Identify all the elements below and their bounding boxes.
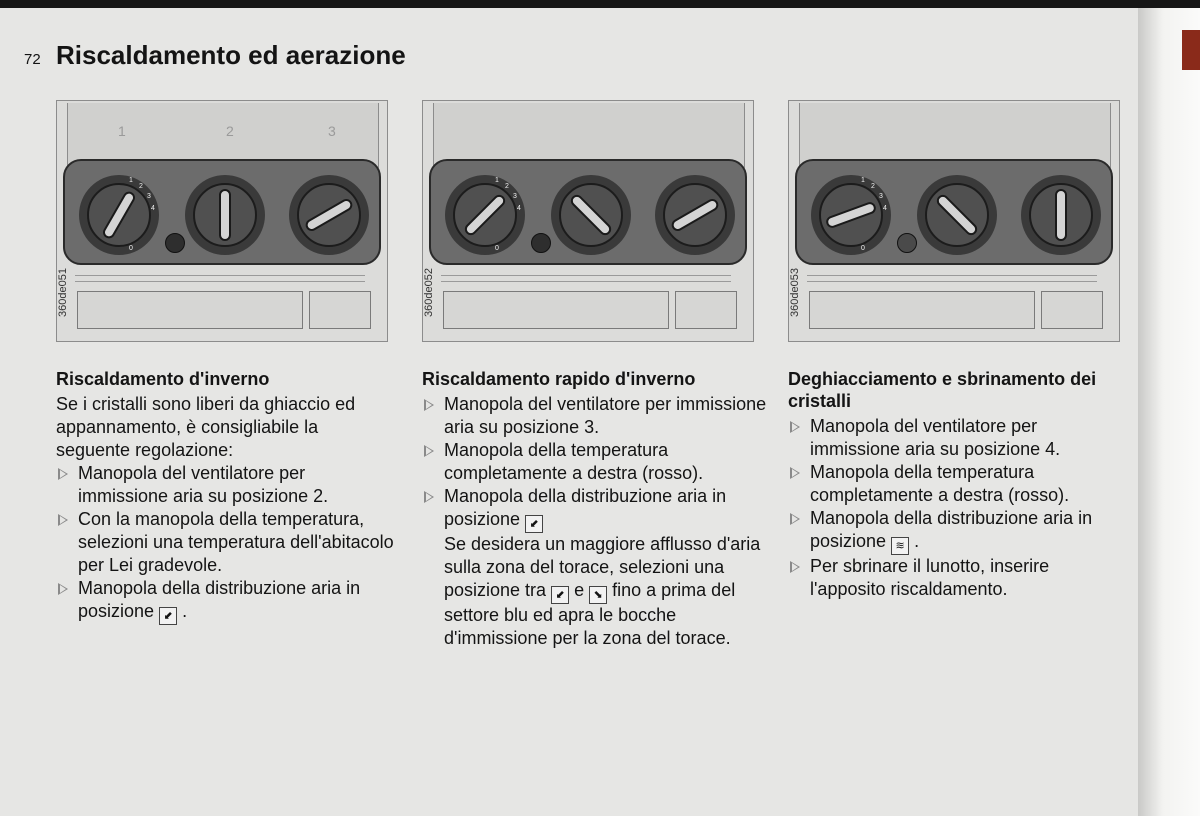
list-item: Manopola del ventilatore per immissione aria su posizione 4. [788, 415, 1128, 461]
bullet-triangle-icon [424, 445, 434, 457]
bullet-triangle-icon [790, 421, 800, 433]
column-rapid-winter-heating [422, 368, 772, 650]
storage-slot [77, 291, 303, 329]
list-item: Manopola della distribuzione aria in posizione ≋ . [788, 507, 1128, 555]
fan-dial [445, 175, 525, 255]
bullet-triangle-icon [424, 399, 434, 411]
air-distribution-dial [1021, 175, 1101, 255]
feet-airflow-icon: ⬋ [159, 607, 177, 625]
figure-code: 360de051 [57, 268, 69, 317]
list-item: Manopola del ventilatore per immissione aria su posizione 3. [422, 393, 772, 439]
page-number: 72 [24, 51, 41, 68]
bullet-triangle-icon [424, 491, 434, 503]
section-heading: Deghiacciamento e sbrinamento dei cristalli [788, 369, 1097, 411]
climate-control-panel [63, 159, 381, 265]
fan-scale-4: 4 [151, 205, 155, 212]
list-item: Manopola della distribuzione aria in posizione ⬋ Se desidera un maggiore afflusso d'aria sulla zona del torace, selezioni una posizione tra ⬋ e ⬊ fino a prima del settore blu ed apra le bocche d'immissione per la zona del torace. [422, 485, 772, 650]
fan-dial [811, 175, 891, 255]
section-heading: Riscaldamento rapido d'inverno [422, 369, 696, 389]
chest-feet-airflow-icon: ⬊ [589, 586, 607, 604]
figure-code: 360de053 [789, 268, 801, 317]
list-item: Con la manopola della temperatura, selezioni una temperatura dell'abitacolo per Lei gradevole. [56, 508, 396, 577]
defrost-icon: ≋ [891, 537, 909, 555]
bullet-triangle-icon [790, 561, 800, 573]
fan-scale-4: 4 [883, 205, 887, 212]
temperature-dial [551, 175, 631, 255]
section-heading: Riscaldamento d'inverno [56, 369, 270, 389]
figure-code: 360de052 [423, 268, 435, 317]
climate-control-panel [795, 159, 1113, 265]
storage-slot-small [309, 291, 371, 329]
list-item: Per sbrinare il lunotto, inserire l'apposito riscaldamento. [788, 555, 1128, 601]
list-item: Manopola della temperatura completamente a destra (rosso). [422, 439, 772, 485]
page-title: Riscaldamento ed aerazione [56, 40, 406, 70]
storage-slot-small [675, 291, 737, 329]
climate-control-panel [429, 159, 747, 265]
control-panel-figure-3 [788, 100, 1120, 342]
control-panel-figure-2 [422, 100, 754, 342]
page-edge [1138, 8, 1200, 816]
storage-slot [443, 291, 669, 329]
fan-scale-0: 0 [129, 245, 133, 252]
rear-window-heating-button [897, 233, 917, 253]
storage-slot [809, 291, 1035, 329]
vent-number-2: 2 [226, 123, 234, 139]
bullet-triangle-icon [58, 468, 68, 480]
fan-scale-3: 3 [147, 193, 151, 200]
fan-scale-3: 3 [879, 193, 883, 200]
column-winter-heating [56, 368, 396, 625]
fan-scale-0: 0 [861, 245, 865, 252]
fan-scale-2: 2 [505, 183, 509, 190]
bullet-triangle-icon [790, 513, 800, 525]
vent-number-1: 1 [118, 123, 126, 139]
feet-airflow-icon: ⬋ [551, 586, 569, 604]
bullet-triangle-icon [58, 583, 68, 595]
fan-scale-3: 3 [513, 193, 517, 200]
fan-scale-2: 2 [139, 183, 143, 190]
fan-scale-0: 0 [495, 245, 499, 252]
vent-number-3: 3 [328, 123, 336, 139]
fan-scale-1: 1 [861, 177, 865, 184]
fan-scale-4: 4 [517, 205, 521, 212]
column-defrost [788, 368, 1128, 601]
recirculation-button [165, 233, 185, 253]
fan-scale-2: 2 [871, 183, 875, 190]
intro-text: Se i cristalli sono liberi da ghiaccio ed appannamento, è consigliabile la seguente regolazione: [56, 394, 356, 460]
fan-scale-1: 1 [495, 177, 499, 184]
control-panel-figure-1 [56, 100, 388, 342]
feet-airflow-icon: ⬋ [525, 515, 543, 533]
temperature-dial [917, 175, 997, 255]
section-tab [1182, 30, 1200, 70]
list-item: Manopola della distribuzione aria in posizione ⬋ . [56, 577, 396, 625]
recirculation-button [531, 233, 551, 253]
temperature-dial [185, 175, 265, 255]
bullet-triangle-icon [58, 514, 68, 526]
air-distribution-dial [655, 175, 735, 255]
bullet-triangle-icon [790, 467, 800, 479]
list-item: Manopola del ventilatore per immissione aria su posizione 2. [56, 462, 396, 508]
list-item: Manopola della temperatura completamente a destra (rosso). [788, 461, 1128, 507]
air-distribution-dial [289, 175, 369, 255]
fan-dial [79, 175, 159, 255]
storage-slot-small [1041, 291, 1103, 329]
fan-scale-1: 1 [129, 177, 133, 184]
